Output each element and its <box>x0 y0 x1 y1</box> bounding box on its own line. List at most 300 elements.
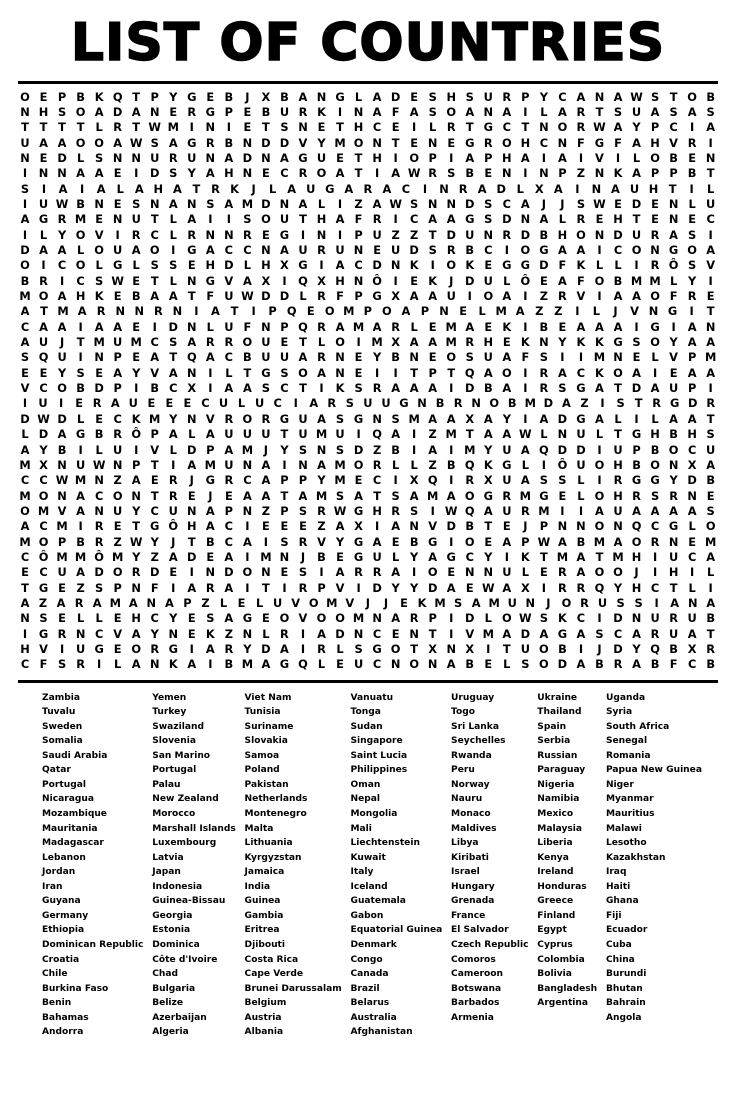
word-list-item[interactable]: Mali <box>350 823 372 834</box>
word-list-item[interactable]: Morocco <box>152 809 196 820</box>
puzzle-letter: O <box>594 488 605 503</box>
word-list-item[interactable]: Fiji <box>605 910 622 921</box>
word-list-item[interactable]: Kyrgyzstan <box>244 852 302 863</box>
word-list-item[interactable]: Philippines <box>350 765 408 776</box>
word-list-item[interactable]: Comoros <box>451 954 496 965</box>
word-list-item[interactable]: Belgium <box>244 998 287 1009</box>
word-list-item[interactable]: Cyprus <box>537 939 573 950</box>
word-list-item[interactable]: China <box>605 954 635 965</box>
puzzle-letter: V <box>595 150 604 165</box>
puzzle-letter: G <box>399 396 409 411</box>
puzzle-letter: Y <box>317 135 326 150</box>
puzzle-letter: D <box>687 473 697 488</box>
word-list-item[interactable]: Sweden <box>42 721 83 732</box>
word-list-item[interactable]: Azerbaijan <box>152 1012 207 1023</box>
puzzle-letter: R <box>669 488 678 503</box>
word-list-item[interactable]: Ireland <box>537 867 574 878</box>
word-list-item[interactable]: Maldives <box>451 823 497 834</box>
word-list-item[interactable]: Congo <box>350 954 383 965</box>
word-list-item[interactable]: Portugal <box>42 779 86 790</box>
puzzle-letter: N <box>298 457 308 472</box>
word-list-item[interactable]: Tuvalu <box>42 707 76 718</box>
puzzle-letter: P <box>280 319 289 334</box>
puzzle-letter: L <box>391 457 400 472</box>
puzzle-grid[interactable] <box>18 90 718 673</box>
word-list-item[interactable]: Myanmar <box>605 794 654 805</box>
puzzle-letter: J <box>251 181 256 196</box>
word-list-item[interactable]: Rwanda <box>451 750 492 761</box>
puzzle-letter: E <box>150 473 159 488</box>
puzzle-letter: E <box>558 319 567 334</box>
puzzle-letter: A <box>557 243 567 258</box>
word-list-item[interactable]: Thailand <box>537 707 582 718</box>
puzzle-letter: S <box>243 212 252 227</box>
puzzle-letter: N <box>242 626 253 641</box>
word-list-item[interactable]: Denmark <box>350 939 397 950</box>
puzzle-letter: R <box>446 120 456 135</box>
puzzle-row <box>18 550 718 565</box>
puzzle-letter: N <box>668 534 679 549</box>
puzzle-letter: H <box>650 427 660 442</box>
puzzle-letter: M <box>495 304 507 319</box>
puzzle-letter: Y <box>558 335 567 350</box>
word-list-item[interactable]: Bulgaria <box>152 983 196 994</box>
puzzle-letter: K <box>576 335 586 350</box>
word-list-item[interactable]: Argentina <box>537 998 589 1009</box>
word-list-item[interactable]: Pakistan <box>244 779 289 790</box>
word-list-item[interactable]: Senegal <box>605 736 648 747</box>
puzzle-letter: A <box>335 258 345 273</box>
word-list-item[interactable]: Gambia <box>244 910 284 921</box>
puzzle-letter: A <box>164 595 174 610</box>
puzzle-letter: L <box>410 457 418 472</box>
puzzle-letter: E <box>595 212 604 227</box>
word-list-item[interactable]: Samoa <box>244 750 280 761</box>
puzzle-letter: D <box>168 319 178 334</box>
puzzle-letter: V <box>150 365 160 380</box>
puzzle-letter: L <box>669 273 678 288</box>
puzzle-letter: N <box>131 150 141 165</box>
puzzle-letter: V <box>57 503 67 518</box>
puzzle-letter: A <box>58 181 68 196</box>
puzzle-letter: U <box>113 243 123 258</box>
word-list-item[interactable]: Togo <box>451 707 476 718</box>
puzzle-letter: I <box>134 166 139 181</box>
puzzle-letter: B <box>131 289 141 304</box>
puzzle-letter: M <box>519 488 532 503</box>
word-list-item[interactable]: Romania <box>605 750 651 761</box>
puzzle-letter: L <box>116 181 124 196</box>
puzzle-letter: I <box>449 473 454 488</box>
puzzle-letter: Q <box>298 657 308 672</box>
word-list-item[interactable]: Guinea-Bissau <box>152 896 226 907</box>
word-list-item[interactable]: Indonesia <box>152 881 203 892</box>
puzzle-letter: I <box>575 304 580 319</box>
puzzle-letter: H <box>131 611 141 626</box>
puzzle-letter: M <box>167 120 179 135</box>
word-list-item[interactable]: Estonia <box>152 925 191 936</box>
puzzle-letter: M <box>149 411 161 426</box>
puzzle-letter: D <box>242 150 253 165</box>
word-list-item[interactable]: Lithuania <box>244 838 293 849</box>
word-list-item[interactable]: Netherlands <box>244 794 308 805</box>
puzzle-letter: F <box>669 289 678 304</box>
puzzle-letter: T <box>632 212 641 227</box>
word-list-item[interactable]: Singapore <box>350 736 403 747</box>
word-list-item[interactable]: Swaziland <box>152 721 204 732</box>
puzzle-letter: R <box>576 120 586 135</box>
word-list-item[interactable]: South Africa <box>605 721 670 732</box>
word-list-item[interactable]: Bolivia <box>537 969 572 980</box>
word-list-item[interactable]: Belarus <box>350 998 390 1009</box>
word-list-item[interactable]: Cape Verde <box>244 969 304 980</box>
word-list-item[interactable]: Iran <box>42 881 63 892</box>
word-list-item[interactable]: Brazil <box>350 983 380 994</box>
puzzle-letter: I <box>189 641 194 656</box>
word-list-item[interactable]: Russian <box>537 750 578 761</box>
puzzle-letter: A <box>595 381 604 396</box>
word-list-item[interactable]: Malta <box>244 823 274 834</box>
puzzle-letter: A <box>168 135 178 150</box>
word-list-item[interactable]: Bhutan <box>605 983 643 994</box>
word-list-item[interactable]: Namibia <box>537 794 580 805</box>
word-list-item[interactable]: Nauru <box>451 794 483 805</box>
puzzle-letter: A <box>446 488 456 503</box>
word-list-item[interactable]: Costa Rica <box>244 954 299 965</box>
puzzle-letter: N <box>648 304 659 319</box>
word-list-item[interactable]: Kiribati <box>451 852 489 863</box>
puzzle-letter: D <box>20 411 30 426</box>
puzzle-letter: X <box>317 273 326 288</box>
word-list-item[interactable]: Dominican Republic <box>42 939 144 950</box>
puzzle-letter: D <box>187 442 197 457</box>
puzzle-letter: U <box>316 150 327 165</box>
word-list-item[interactable]: Gabon <box>350 910 384 921</box>
puzzle-letter: I <box>634 258 639 273</box>
word-list-item[interactable]: Andorra <box>42 1027 84 1038</box>
word-list-item[interactable]: Croatia <box>42 954 80 965</box>
word-list-item[interactable]: Uruguay <box>451 692 495 703</box>
word-list-item[interactable]: Czech Republic <box>451 939 529 950</box>
word-list-item[interactable]: Bahamas <box>42 1012 89 1023</box>
puzzle-letter: O <box>38 488 49 503</box>
puzzle-letter: N <box>242 135 253 150</box>
word-list-item[interactable]: Serbia <box>537 736 571 747</box>
word-list-item[interactable]: Guinea <box>244 896 281 907</box>
word-list-item[interactable]: Dominica <box>152 939 200 950</box>
word-list-item[interactable]: Lebanon <box>42 852 86 863</box>
word-list-item[interactable]: Kenya <box>537 852 569 863</box>
word-list-item[interactable]: Suriname <box>244 721 294 732</box>
puzzle-letter: A <box>187 335 197 350</box>
puzzle-letter: B <box>391 442 400 457</box>
puzzle-letter: A <box>113 319 123 334</box>
word-list-item[interactable]: Papua New Guinea <box>605 765 702 776</box>
word-list-item[interactable]: Syria <box>605 707 633 718</box>
word-list-item[interactable]: Egypt <box>537 925 567 936</box>
word-list-item[interactable]: Iraq <box>605 867 627 878</box>
puzzle-letter: M <box>593 350 606 365</box>
puzzle-letter: N <box>409 350 419 365</box>
word-list-item[interactable]: Germany <box>42 910 89 921</box>
word-list-item[interactable]: Viet Nam <box>244 692 292 703</box>
word-list-item[interactable]: Mauritius <box>605 809 655 820</box>
word-list-item[interactable]: Mexico <box>537 809 574 820</box>
puzzle-letter: A <box>471 595 481 610</box>
word-list-item[interactable]: Paraguay <box>537 765 586 776</box>
word-list-item[interactable]: France <box>451 910 486 921</box>
word-list-item[interactable]: Bahrain <box>605 998 646 1009</box>
word-list-item[interactable]: Slovenia <box>152 736 196 747</box>
word-list-item[interactable]: Haiti <box>605 881 631 892</box>
puzzle-letter: P <box>113 381 122 396</box>
word-list-item[interactable]: Ecuador <box>605 925 648 936</box>
word-list-item[interactable]: Mozambique <box>42 809 107 820</box>
puzzle-letter: T <box>192 181 201 196</box>
word-list-item[interactable]: Mongolia <box>350 809 398 820</box>
puzzle-letter: E <box>95 365 104 380</box>
word-list-item[interactable]: Brunei Darussalam <box>244 983 342 994</box>
puzzle-letter: S <box>335 488 345 503</box>
puzzle-letter: N <box>576 519 586 534</box>
puzzle-letter: T <box>40 304 48 319</box>
word-list-item[interactable]: Benin <box>42 998 72 1009</box>
puzzle-letter: I <box>300 227 306 242</box>
word-list-item[interactable]: New Zealand <box>152 794 219 805</box>
word-list-item[interactable]: Guyana <box>42 896 81 907</box>
puzzle-letter: S <box>298 565 308 580</box>
puzzle-letter: V <box>20 381 30 396</box>
word-list-item[interactable]: Liberia <box>537 838 573 849</box>
word-list-item[interactable]: Liechtenstein <box>350 838 420 849</box>
word-list-item[interactable]: Iceland <box>350 881 388 892</box>
word-list-item[interactable]: Cameroon <box>451 969 503 980</box>
word-list-item[interactable]: Cuba <box>605 939 632 950</box>
puzzle-letter: L <box>688 197 696 211</box>
word-list-item[interactable]: Marshall Islands <box>152 823 236 834</box>
word-list-item[interactable]: Seychelles <box>451 736 506 747</box>
word-list-item[interactable]: Poland <box>244 765 280 776</box>
word-list-item[interactable]: Vanuatu <box>350 692 394 703</box>
puzzle-letter: A <box>261 473 271 488</box>
word-list-item[interactable]: Grenada <box>451 896 495 907</box>
word-list-item[interactable]: Tonga <box>350 707 381 718</box>
word-list-item[interactable]: Angola <box>605 1012 642 1023</box>
word-list-item[interactable]: Saint Lucia <box>350 750 408 761</box>
puzzle-letter: T <box>391 135 400 150</box>
puzzle-letter: O <box>650 289 660 304</box>
word-list-item[interactable]: Tunisia <box>244 707 281 718</box>
word-list-item[interactable]: Italy <box>350 867 374 878</box>
word-list-item[interactable]: Israel <box>451 867 480 878</box>
puzzle-letter: G <box>483 120 493 135</box>
puzzle-row <box>18 182 718 197</box>
puzzle-letter: A <box>128 595 138 610</box>
puzzle-letter: W <box>593 197 606 211</box>
word-list-item[interactable]: Albania <box>244 1027 284 1038</box>
puzzle-letter: G <box>446 549 456 564</box>
puzzle-letter: E <box>165 396 174 411</box>
word-list-item[interactable]: Afghanistan <box>350 1027 413 1038</box>
word-list-item[interactable]: India <box>244 881 271 892</box>
word-list-item[interactable]: Côte d'Ivoire <box>152 954 218 965</box>
word-list-item[interactable]: Honduras <box>537 881 587 892</box>
puzzle-letter: P <box>669 166 678 181</box>
word-list-item[interactable]: Greece <box>537 896 574 907</box>
puzzle-letter: A <box>465 104 475 119</box>
word-list-item[interactable]: Spain <box>537 721 567 732</box>
puzzle-letter: U <box>218 396 229 411</box>
puzzle-letter: C <box>706 212 715 227</box>
puzzle-letter: S <box>150 258 159 273</box>
word-column <box>245 691 342 1096</box>
puzzle-row <box>18 458 718 473</box>
word-list-item[interactable]: Australia <box>350 1012 397 1023</box>
word-list-item[interactable]: Palau <box>152 779 181 790</box>
puzzle-letter: Z <box>113 473 122 488</box>
puzzle-letter: N <box>631 611 642 626</box>
word-list-item[interactable]: Mauritania <box>42 823 98 834</box>
puzzle-letter: A <box>261 457 271 472</box>
word-list-item[interactable]: Eritrea <box>244 925 280 936</box>
word-list-item[interactable]: Libya <box>451 838 479 849</box>
puzzle-letter: B <box>224 135 234 150</box>
puzzle-letter: T <box>539 549 548 564</box>
word-list-item[interactable]: Qatar <box>42 765 71 776</box>
word-list-item[interactable]: Monaco <box>451 809 491 820</box>
word-list-item[interactable]: Armenia <box>451 1012 494 1023</box>
word-list-item[interactable]: Ethiopia <box>42 925 85 936</box>
puzzle-letter: R <box>298 166 308 181</box>
word-list-item[interactable]: Finland <box>537 910 576 921</box>
word-list-item[interactable]: Turkey <box>152 707 187 718</box>
word-list-item[interactable]: Sudan <box>350 721 383 732</box>
puzzle-letter: L <box>707 565 715 580</box>
word-list-item[interactable]: Burundi <box>605 969 647 980</box>
puzzle-letter: I <box>449 626 454 641</box>
word-list-item[interactable]: Nicaragua <box>42 794 94 805</box>
puzzle-letter: N <box>149 104 160 119</box>
puzzle-letter: R <box>92 396 102 411</box>
word-list-item[interactable]: Saudi Arabia <box>42 750 108 761</box>
puzzle-letter: R <box>706 641 716 656</box>
word-list-item[interactable]: Madagascar <box>42 838 104 849</box>
puzzle-letter: N <box>471 396 481 411</box>
word-list-item[interactable]: Portugal <box>152 765 197 776</box>
puzzle-letter: X <box>261 273 271 288</box>
word-list-item[interactable]: Norway <box>451 779 490 790</box>
word-list-item[interactable]: Malaysia <box>537 823 583 834</box>
puzzle-letter: B <box>224 89 234 104</box>
word-list-item[interactable]: Hungary <box>451 881 495 892</box>
puzzle-letter: J <box>171 534 176 549</box>
puzzle-letter: I <box>597 289 602 304</box>
word-list-item[interactable]: San Marino <box>152 750 211 761</box>
word-list-item[interactable]: El Salvador <box>451 925 509 936</box>
word-list-item[interactable]: Guatemala <box>350 896 406 907</box>
puzzle-letter: Y <box>669 473 678 488</box>
word-list-item[interactable]: Sri Lanka <box>451 721 499 732</box>
word-list-item[interactable]: Austria <box>244 1012 282 1023</box>
puzzle-letter: N <box>112 150 123 165</box>
puzzle-letter: G <box>372 641 382 656</box>
puzzle-letter: E <box>132 273 141 288</box>
word-list-item[interactable]: Malawi <box>605 823 642 834</box>
word-list-item[interactable]: Georgia <box>152 910 193 921</box>
puzzle-letter: P <box>363 304 373 319</box>
puzzle-letter: A <box>632 135 641 150</box>
word-list-item[interactable]: Luxembourg <box>152 838 217 849</box>
word-list-item[interactable]: Ukraine <box>537 692 578 703</box>
word-list-item[interactable]: Bangladesh <box>537 983 598 994</box>
puzzle-letter: A <box>131 657 141 672</box>
puzzle-letter: L <box>39 227 48 242</box>
word-list-item[interactable]: Japan <box>152 867 181 878</box>
word-list-item[interactable]: Lesotho <box>605 838 647 849</box>
word-list-item[interactable]: Canada <box>350 969 389 980</box>
word-list-item[interactable]: Zambia <box>42 692 80 703</box>
puzzle-letter: N <box>261 319 271 334</box>
word-list-item[interactable]: Algeria <box>152 1027 189 1038</box>
puzzle-letter: R <box>483 135 493 150</box>
puzzle-letter: N <box>149 657 160 672</box>
word-list-item[interactable]: Nigeria <box>537 779 575 790</box>
word-list-item[interactable]: Kazakhstan <box>605 852 666 863</box>
word-list-item[interactable]: Latvia <box>152 852 184 863</box>
puzzle-letter: U <box>298 243 308 258</box>
word-list-item[interactable]: Yemen <box>152 692 187 703</box>
puzzle-letter: N <box>205 227 216 242</box>
word-list-item[interactable]: Ghana <box>605 896 639 907</box>
word-list-item[interactable]: Peru <box>451 765 475 776</box>
puzzle-letter: C <box>372 473 382 488</box>
puzzle-letter: H <box>613 212 623 227</box>
puzzle-letter: W <box>630 89 643 104</box>
puzzle-letter: D <box>543 396 554 411</box>
word-list-item[interactable]: Uganda <box>605 692 646 703</box>
puzzle-letter: J <box>597 641 602 656</box>
puzzle-letter: I <box>652 365 658 380</box>
puzzle-letter: R <box>613 657 623 672</box>
word-list-item[interactable]: Djibouti <box>244 939 286 950</box>
word-list-item[interactable]: Kuwait <box>350 852 386 863</box>
puzzle-letter: M <box>408 411 420 426</box>
word-list-item[interactable]: Colombia <box>537 954 585 965</box>
word-list-item[interactable]: Chad <box>152 969 179 980</box>
word-list-item[interactable]: Niger <box>605 779 634 790</box>
puzzle-letter: O <box>594 565 605 580</box>
word-list-item[interactable]: Chile <box>42 969 68 980</box>
word-list-item[interactable]: Somalia <box>42 736 83 747</box>
puzzle-letter: R <box>409 611 419 626</box>
word-list-item[interactable]: Botswana <box>451 983 502 994</box>
word-list-item[interactable]: Belize <box>152 998 184 1009</box>
puzzle-letter: N <box>75 626 86 641</box>
puzzle-letter: A <box>187 580 197 595</box>
word-list-item[interactable]: Equatorial Guinea <box>350 925 443 936</box>
puzzle-letter: R <box>211 181 220 196</box>
word-list-item[interactable]: Oman <box>350 779 381 790</box>
word-list-item[interactable]: Barbados <box>451 998 500 1009</box>
puzzle-letter: I <box>59 641 65 656</box>
puzzle-letter: A <box>242 534 252 549</box>
word-list-item[interactable]: Burkina Faso <box>42 983 109 994</box>
word-list-item[interactable]: Nepal <box>350 794 381 805</box>
word-list-item[interactable]: Jamaica <box>244 867 285 878</box>
word-list-item[interactable]: Jordan <box>42 867 76 878</box>
word-list-item[interactable]: Montenegro <box>244 809 307 820</box>
word-list-item[interactable]: Slovakia <box>244 736 288 747</box>
